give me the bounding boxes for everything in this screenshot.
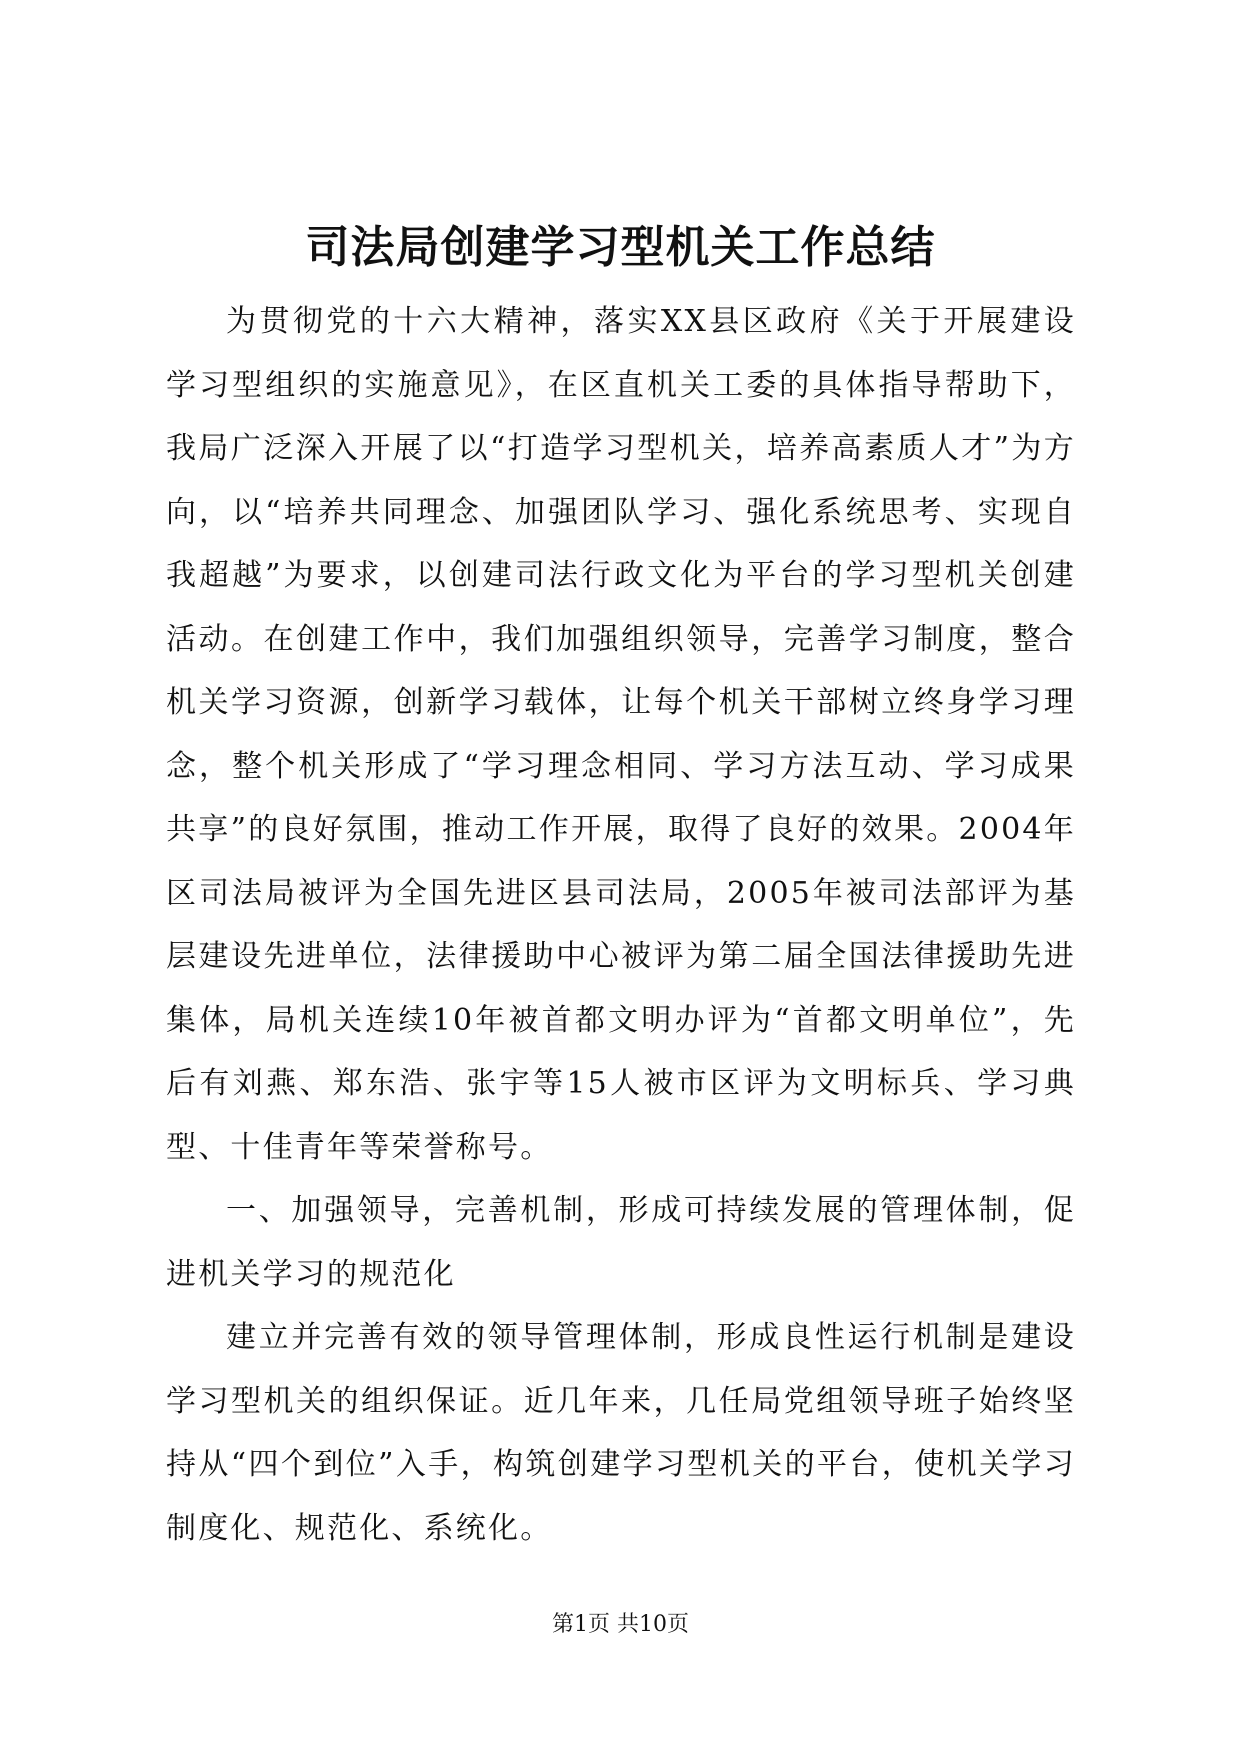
document-body	[166, 290, 1076, 1560]
document-title: 司法局创建学习型机关工作总结	[305, 222, 936, 273]
paragraph-section-1: 建立并完善有效的领导管理体制，形成良性运行机制是建设学习型机关的组织保证。近几年来，几任局党组领导班子始终坚持从“四个到位”入手，构筑创建学习型机关的平台，使机关学习制度化、规范化、系统化。	[166, 1320, 1076, 1546]
section-heading-1: 一、加强领导，完善机制，形成可持续发展的管理体制，促进机关学习的规范化	[166, 1193, 1076, 1292]
paragraph-intro: 为贯彻党的十六大精神，落实XX县区政府《关于开展建设学习型组织的实施意见》，在区直机关工委的具体指导帮助下，我局广泛深入开展了以“打造学习型机关，培养高素质人才”为方向，以“培养共同理念、加强团队学习、强化系统思考、实现自我超越”为要求，以创建司法行政文化为平台的学习型机关创建活动。在创建工作中，我们加强组织领导，完善学习制度，整合机关学习资源，创新学习载体，让每个机关干部树立终身学习理念，整个机关形成了“学习理念相同、学习方法互动、学习成果共享”的良好氛围，推动工作开展，取得了良好的效果。2004年区司法局被评为全国先进区县司法局，2005年被司法部评为基层建设先进单位，法律援助中心被评为第二届全国法律援助先进集体，局机关连续10年被首都文明办评为“首都文明单位”，先后有刘燕、郑东浩、张宇等15人被市区评为文明标兵、学习典型、十佳青年等荣誉称号。	[166, 304, 1076, 1165]
page-number: 第1页 共10页	[552, 1612, 689, 1637]
